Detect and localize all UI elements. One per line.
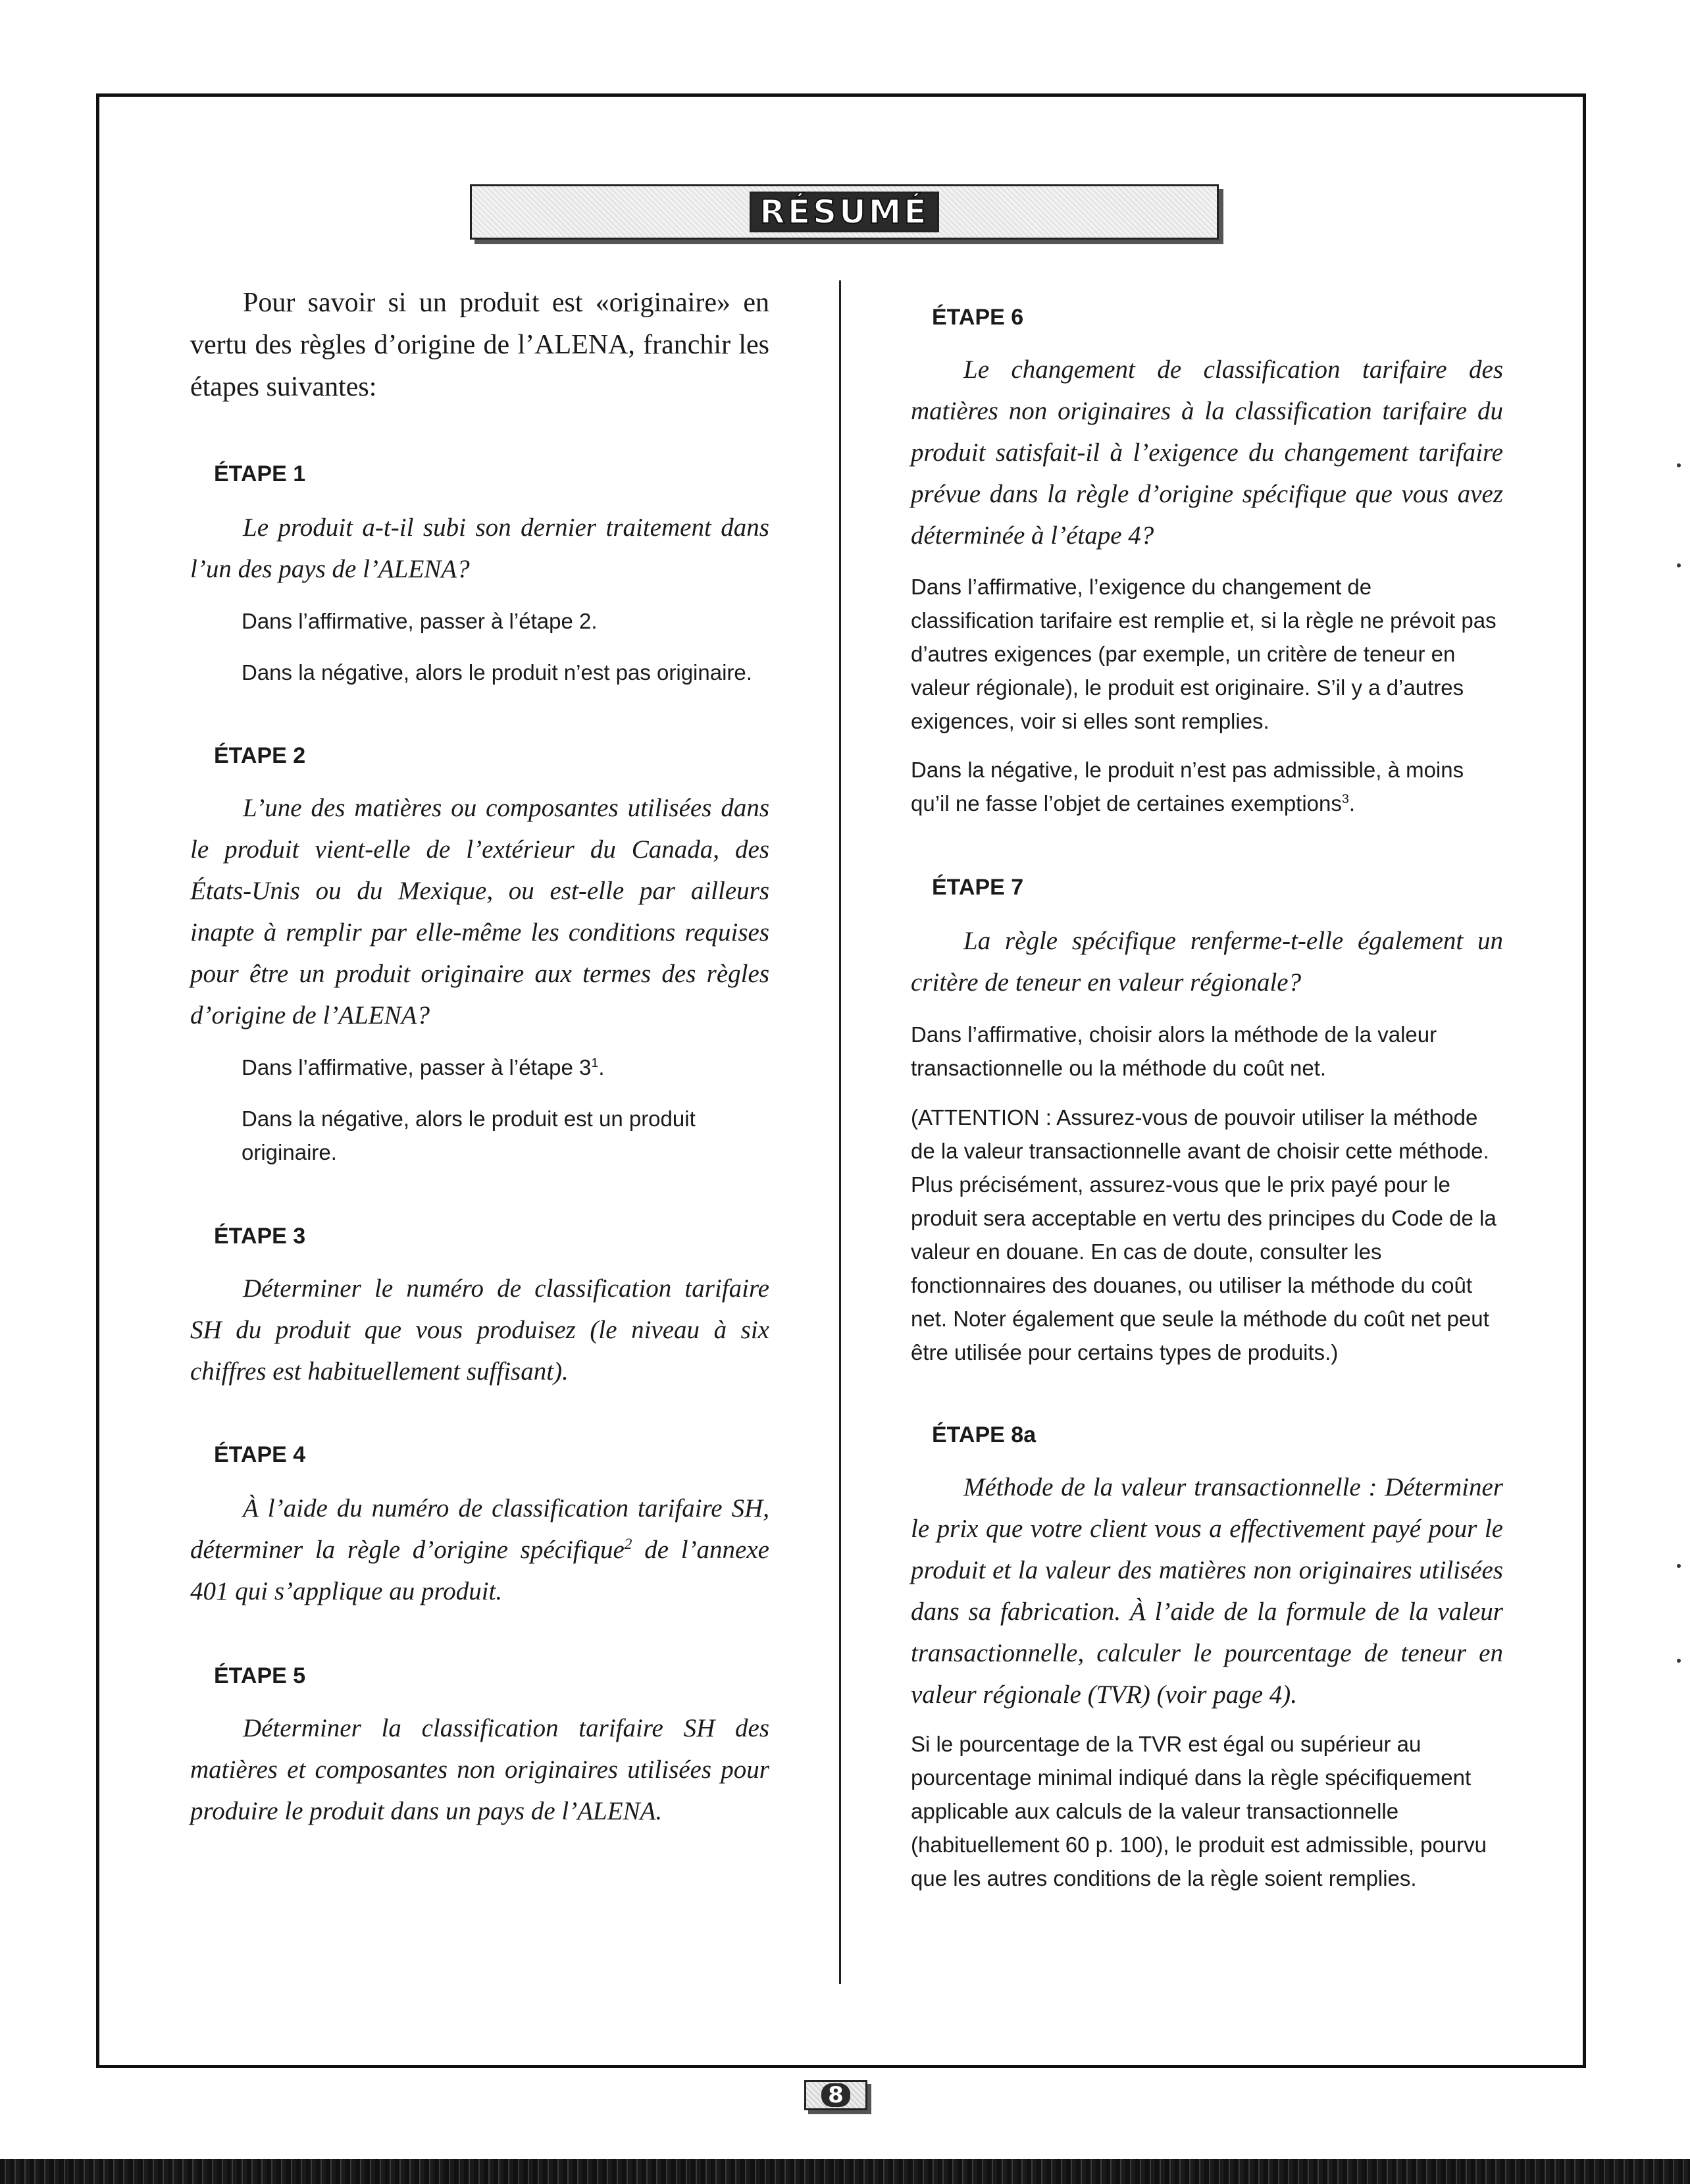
step-1-question: Le produit a-t-il subi son dernier traitement dans l’un des pays de l’ALENA? [190,513,769,583]
scan-mark [1677,1564,1681,1568]
step-8a-answer: Si le pourcentage de la TVR est égal ou supérieur au pourcentage minimal indiqué dans la règle spécifiquement applicable aux calculs de la valeur transactionnelle (habituellement 60 p. 100), le produit est admissible, pourvu que les autres conditions de la règle soient remplies. [911,1732,1487,1890]
scan-mark [1677,1659,1681,1663]
scan-edge-strip [0,2159,1690,2184]
step-6-heading: ÉTAPE 6 [932,305,1024,330]
step-4-question: À l’aide du numéro de classification tarifaire SH, déterminer la règle d’origine spécifique$^2$ de l’annexe 401 qui s’applique au produit. [190,1494,769,1605]
page-number: 8 [821,2083,850,2107]
step-3-question: Déterminer le numéro de classification tarifaire SH du produit que vous produisez (le niveau à six chiffres est habituellement suffisant). [190,1274,769,1386]
step-6-answer-yes: Dans l’affirmative, l’exigence du changement de classification tarifaire est remplie et, si la règle ne prévoit pas d’autres exigences (par exemple, un critère de teneur en valeur régionale), le produit est originaire. S’il y a d’autres exigences, voir si elles sont remplies. [911,575,1497,733]
step-6-answer-no: Dans la négative, le produit n’est pas admissible, à moins qu’il ne fasse l’objet de certaines exemptions$^3$. [911,758,1464,816]
scan-mark [1677,563,1681,567]
step-5-heading: ÉTAPE 5 [214,1663,306,1688]
page-number-box [804,2080,867,2110]
step-7-heading: ÉTAPE 7 [932,875,1024,900]
intro-paragraph: Pour savoir si un produit est «originaire» en vertu des règles d’origine de l’ALENA, franchir les étapes suivantes: [190,288,769,402]
step-4-heading: ÉTAPE 4 [214,1442,306,1467]
step-5-question: Déterminer la classification tarifaire SH des matières et composantes non originaires utilisées pour produire le produit dans un pays de l’ALENA. [190,1714,769,1825]
column-divider [839,280,841,1984]
step-6-question: Le changement de classification tarifaire des matières non originaires à la classification tarifaire du produit satisfait-il à l’exigence du changement tarifaire prévue dans la règle d’origine spécifique que vous avez déterminée à l’étape 4? [911,355,1503,550]
step-3-heading: ÉTAPE 3 [214,1224,306,1249]
step-2-answer-yes: Dans l’affirmative, passer à l’étape $3^1$. [242,1055,605,1079]
step-7-answer-yes: Dans l’affirmative, choisir alors la méthode de la valeur transactionnelle ou la méthode du coût net. [911,1022,1437,1080]
step-1-heading: ÉTAPE 1 [214,461,306,486]
step-7-question: La règle spécifique renferme-t-elle également un critère de teneur en valeur régionale? [911,927,1503,997]
page-title: RÉSUMÉ [750,192,938,232]
step-1-answer-yes: Dans l’affirmative, passer à l’étape 2. [242,609,598,633]
step-1-answer-no: Dans la négative, alors le produit n’est pas originaire. [242,660,752,685]
step-2-question: L’une des matières ou composantes utilisées dans le produit vient-elle de l’extérieur du Canada, des États-Unis ou du Mexique, ou est-elle par ailleurs inapte à remplir par elle-même les conditions requises pour être un produit originaire aux termes des règles d’origine de l’ALENA? [190,794,769,1029]
step-7-attention-note: (ATTENTION : Assurez-vous de pouvoir utiliser la méthode de la valeur transactionnelle avant de choisir cette méthode. Plus précisément, assurez-vous que le prix payé pour le produit sera acceptable en vertu des principes du Code de la valeur en douane. En cas de doute, consulter les fonctionnaires des douanes, ou utiliser la méthode du coût net. Noter également que seule la méthode du coût net peut être utilisée pour certains types de produits.) [911,1105,1497,1365]
scan-mark [1677,463,1681,467]
title-banner [470,184,1219,240]
step-8a-heading: ÉTAPE 8a [932,1422,1037,1447]
step-8a-question: Méthode de la valeur transactionnelle : Déterminer le prix que votre client vous a effectivement payé pour le produit et la valeur des matières non originaires utilisées dans sa fabrication. À l’aide de la formule de la valeur transactionnelle, calculer le pourcentage de teneur en valeur régionale (TVR) (voir page 4). [911,1473,1503,1709]
step-2-answer-no: Dans la négative, alors le produit est un produit originaire. [242,1106,696,1164]
step-2-heading: ÉTAPE 2 [214,743,306,768]
